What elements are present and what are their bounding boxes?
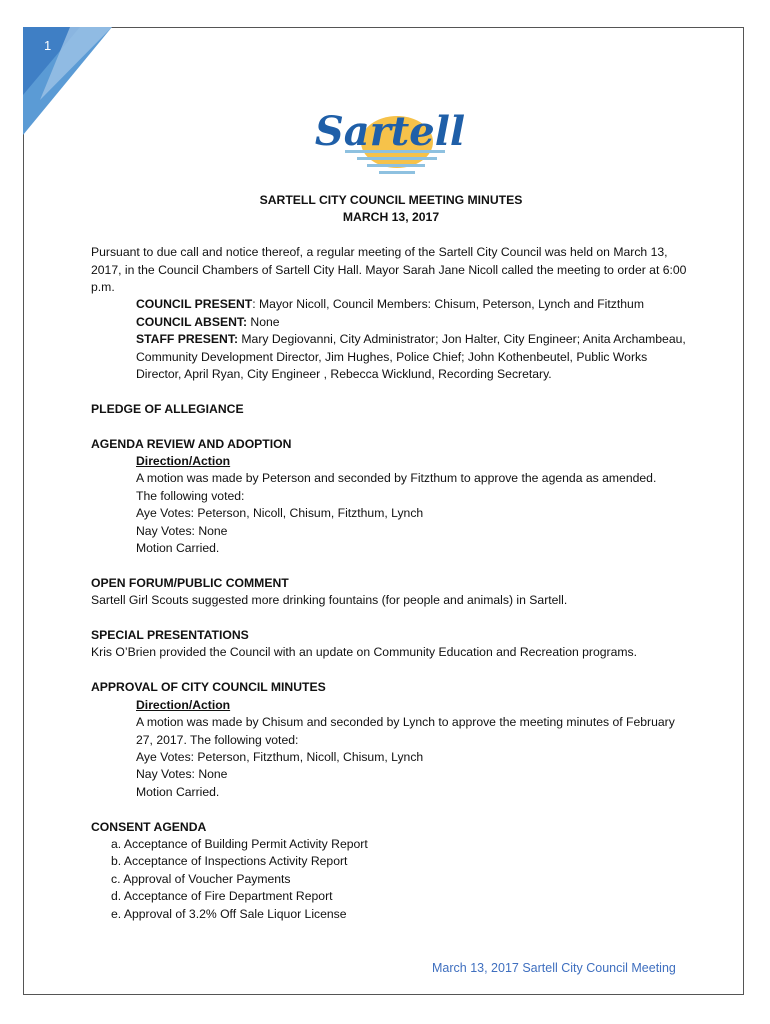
- minutes-line: A motion was made by Chisum and seconded by Lynch to approve the meeting minutes of February 27, 2017. The following voted:: [136, 715, 675, 747]
- consent-heading: CONSENT AGENDA: [91, 819, 207, 834]
- minutes-line: Nay Votes: None: [136, 767, 228, 782]
- open-forum-text: Sartell Girl Scouts suggested more drinking fountains (for people and animals) in Sartell.: [91, 593, 568, 608]
- council-present: COUNCIL PRESENT: Mayor Nicoll, Council Members: Chisum, Peterson, Lynch and Fitzthum: [136, 297, 644, 312]
- agenda-heading: AGENDA REVIEW AND ADOPTION: [91, 436, 292, 451]
- doc-date: MARCH 13, 2017: [342, 210, 440, 225]
- agenda-line: Motion Carried.: [136, 541, 220, 556]
- agenda-direction: Direction/Action: [136, 454, 231, 469]
- minutes-line: Aye Votes: Peterson, Fitzthum, Nicoll, Chisum, Lynch: [136, 749, 424, 764]
- logo-text: Sartell: [314, 108, 466, 155]
- agenda-line: Nay Votes: None: [136, 523, 228, 538]
- consent-item: a. Acceptance of Building Permit Activity Report: [111, 836, 368, 851]
- minutes-line: Motion Carried.: [136, 784, 220, 799]
- page-footer: March 13, 2017 Sartell City Council Meeting: [432, 961, 676, 975]
- consent-item: e. Approval of 3.2% Off Sale Liquor License: [111, 906, 347, 921]
- special-text: Kris O’Brien provided the Council with an update on Community Education and Recreation programs.: [91, 645, 638, 660]
- minutes-direction: Direction/Action: [136, 697, 231, 712]
- pledge-heading: PLEDGE OF ALLEGIANCE: [91, 401, 244, 416]
- agenda-line: The following voted:: [136, 488, 245, 503]
- consent-item: b. Acceptance of Inspections Activity Report: [111, 854, 348, 869]
- document-body: [91, 192, 691, 923]
- consent-item: c. Approval of Voucher Payments: [111, 871, 291, 886]
- corner-decoration: [0, 0, 120, 135]
- agenda-line: A motion was made by Peterson and seconded by Fitzthum to approve the agenda as amended.: [136, 471, 657, 486]
- minutes-heading: APPROVAL OF CITY COUNCIL MINUTES: [91, 680, 326, 695]
- consent-item: d. Acceptance of Fire Department Report: [111, 889, 333, 904]
- agenda-line: Aye Votes: Peterson, Nicoll, Chisum, Fitzthum, Lynch: [136, 506, 424, 521]
- council-absent: COUNCIL ABSENT: None: [136, 314, 280, 329]
- doc-title: SARTELL CITY COUNCIL MEETING MINUTES: [259, 193, 523, 207]
- staff-present: STAFF PRESENT: Mary Degiovanni, City Administrator; Jon Halter, City Engineer; Anita Archambeau, Community Development Director, Jim Hughes, Police Chief; John Kothenbeutel, Public Works Director, April Ryan, City Engineer , Rebecca Wicklund, Recording Secretary.: [136, 332, 686, 382]
- open-forum-heading: OPEN FORUM/PUBLIC COMMENT: [91, 575, 289, 590]
- page-number: 1: [44, 38, 52, 53]
- intro-paragraph: Pursuant to due call and notice thereof, a regular meeting of the Sartell City Council was held on March 13, 2017, in the Council Chambers of Sartell City Hall. Mayor Sarah Jane Nicoll called the meeting to order at 6:00 p.m.: [91, 245, 687, 295]
- special-heading: SPECIAL PRESENTATIONS: [91, 628, 249, 643]
- sartell-logo: [305, 100, 475, 190]
